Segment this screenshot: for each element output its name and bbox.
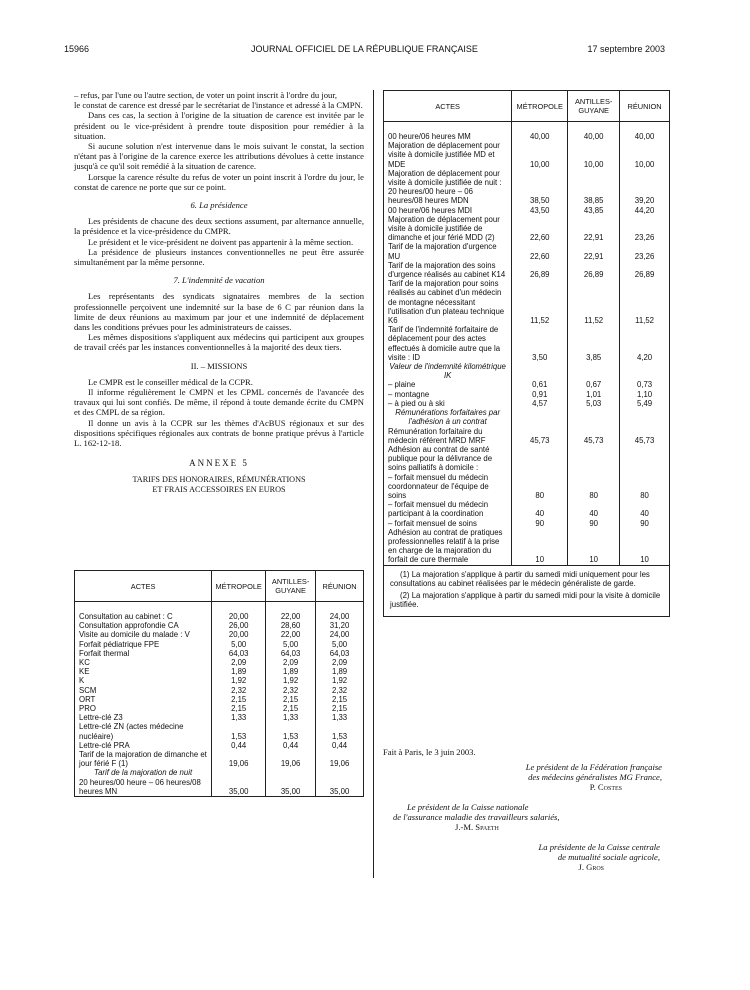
table-row <box>384 399 670 408</box>
annex-title: ANNEXE 5 <box>189 458 249 469</box>
column-divider <box>373 90 374 878</box>
cell-acte: Rémunérations forfaitaires par l'adhésion à un contrat <box>384 408 512 426</box>
table-row <box>384 242 670 260</box>
cell-metropole: 11,52 <box>512 279 568 325</box>
cell-metropole: 64,03 <box>212 649 266 658</box>
cell-metropole: 2,15 <box>212 695 266 704</box>
cell-acte: Tarif de la majoration d'urgence MU <box>384 242 512 260</box>
paragraph: Il informe régulièrement le CMPN et les CPML concernés de l'avancée des travaux qui lui sont confiés. De même, il répond à toute demande écrite du CMPN et des CMPL de sa région. <box>74 387 364 418</box>
cell-reunion: 0,44 <box>316 741 364 750</box>
left-column <box>74 90 364 500</box>
cell-antilles: 0,67 <box>568 380 620 389</box>
table-row <box>75 722 364 740</box>
col-header-reunion: RÉUNION <box>316 571 364 602</box>
cell-reunion: 19,06 <box>316 750 364 768</box>
cell-metropole: 1,53 <box>212 722 266 740</box>
cell-antilles: 2,32 <box>266 686 316 695</box>
table-row <box>75 667 364 676</box>
cell-reunion: 90 <box>620 519 670 528</box>
table-row <box>384 380 670 389</box>
cell-reunion <box>620 408 670 426</box>
cell-metropole: 0,61 <box>512 380 568 389</box>
paragraph: La présidence de plusieurs instances conventionnelles ne peut être assurée simultanément par la même personne. <box>74 246 364 268</box>
table-row <box>384 261 670 279</box>
cell-metropole: 40 <box>512 500 568 518</box>
cell-metropole: 10,00 <box>512 141 568 169</box>
cell-reunion: 1,10 <box>620 390 670 399</box>
cell-metropole: 1,89 <box>212 667 266 676</box>
cell-acte: Consultation approfondie CA <box>75 621 212 630</box>
cell-acte: – à pied ou à ski <box>384 399 512 408</box>
cell-reunion: 5,49 <box>620 399 670 408</box>
cell-antilles: 19,06 <box>266 750 316 768</box>
cell-reunion: 40,00 <box>620 122 670 142</box>
cell-metropole: 26,00 <box>212 621 266 630</box>
cell-antilles: 1,89 <box>266 667 316 676</box>
cell-antilles: 1,53 <box>266 722 316 740</box>
cell-antilles: 1,33 <box>266 713 316 722</box>
table-row <box>75 768 364 777</box>
cell-reunion: 24,00 <box>316 602 364 622</box>
journal-title: JOURNAL OFFICIEL DE LA RÉPUBLIQUE FRANÇAISE <box>251 44 478 54</box>
cell-metropole: 35,00 <box>212 778 266 797</box>
cell-acte: Tarif de l'indemnité forfaitaire de déplacement pour des actes effectués à domicile autre que la visite : ID <box>384 325 512 362</box>
cell-acte: Majoration de déplacement pour visite à domicile justifiée de dimanche et jour férié MDD (2) <box>384 215 512 243</box>
cell-metropole: 2,15 <box>212 704 266 713</box>
cell-antilles: 1,01 <box>568 390 620 399</box>
table-row <box>75 686 364 695</box>
cell-metropole <box>512 408 568 426</box>
cell-acte: Visite au domicile du malade : V <box>75 630 212 639</box>
cell-reunion: 1,92 <box>316 676 364 685</box>
cell-acte: Tarif de la majoration des soins d'urgence réalisés au cabinet K14 <box>384 261 512 279</box>
table-row <box>75 778 364 797</box>
cell-metropole: 40,00 <box>512 122 568 142</box>
table-row <box>75 630 364 639</box>
signature-block-1: Le président de la Fédération française des médecins généralistes MG France, P. Costes <box>525 762 662 792</box>
table-row <box>384 445 670 473</box>
cell-reunion: 11,52 <box>620 279 670 325</box>
paragraph: Les mêmes dispositions s'appliquent aux médecins qui participent aux groupes de travail créés par les instances conventionnelles à la majorité des deux tiers. <box>74 332 364 353</box>
cell-metropole: 2,32 <box>212 686 266 695</box>
col-header-antilles: ANTILLES-GUYANE <box>266 571 316 602</box>
tariff-table-right <box>383 90 670 566</box>
cell-reunion: 39,20 <box>620 187 670 205</box>
table-row <box>384 325 670 362</box>
cell-antilles: 40,00 <box>568 122 620 142</box>
cell-acte: Lettre-clé Z3 <box>75 713 212 722</box>
cell-acte: Adhésion au contrat de santé publique pour la délivrance de soins palliatifs à domicile : <box>384 445 512 473</box>
section-heading-indemnite: 7. L'indemnité de vacation <box>173 275 265 286</box>
cell-acte: Lettre-clé PRA <box>75 741 212 750</box>
cell-antilles: 5,00 <box>266 640 316 649</box>
section-heading-missions: II. – MISSIONS <box>190 360 248 371</box>
table-row <box>75 704 364 713</box>
cell-acte: Consultation au cabinet : C <box>75 602 212 622</box>
cell-acte: 20 heures/00 heure – 06 heures/08 heures MDN <box>384 187 512 205</box>
cell-acte: KC <box>75 658 212 667</box>
cell-reunion: 1,33 <box>316 713 364 722</box>
cell-acte: K <box>75 676 212 685</box>
footnote: (2) La majoration s'applique à partir du samedi midi pour la visite à domicile justifiée. <box>390 590 661 610</box>
cell-reunion: 23,26 <box>620 215 670 243</box>
cell-metropole: 38,50 <box>512 187 568 205</box>
cell-metropole: 2,09 <box>212 658 266 667</box>
cell-acte: Adhésion au contrat de pratiques professionnelles relatif à la prise en charge de la majoration du forfait de cure thermale <box>384 528 512 565</box>
cell-acte: Forfait thermal <box>75 649 212 658</box>
cell-metropole: 90 <box>512 519 568 528</box>
cell-antilles: 2,09 <box>266 658 316 667</box>
cell-antilles <box>568 169 620 187</box>
col-header-metropole: MÉTROPOLE <box>512 91 568 122</box>
cell-acte: Forfait pédiatrique FPE <box>75 640 212 649</box>
cell-reunion: 4,20 <box>620 325 670 362</box>
cell-reunion: 2,32 <box>316 686 364 695</box>
table-row <box>75 658 364 667</box>
cell-acte: Valeur de l'indemnité kilométrique IK <box>384 362 512 380</box>
table-row <box>384 122 670 142</box>
cell-reunion: 2,15 <box>316 704 364 713</box>
cell-metropole: 20,00 <box>212 630 266 639</box>
footnotes <box>383 566 670 617</box>
cell-reunion <box>620 362 670 380</box>
cell-metropole: 3,50 <box>512 325 568 362</box>
cell-acte: Tarif de la majoration pour soins réalisés au cabinet d'un médecin de montagne nécessitant l'utilisation d'un plateau technique K6 <box>384 279 512 325</box>
page-header <box>64 44 665 58</box>
cell-acte: Tarif de la majoration de nuit <box>75 768 212 777</box>
cell-metropole: 10 <box>512 528 568 565</box>
cell-reunion: 0,73 <box>620 380 670 389</box>
cell-acte: – montagne <box>384 390 512 399</box>
cell-antilles: 90 <box>568 519 620 528</box>
cell-reunion: 23,26 <box>620 242 670 260</box>
footnote: (1) La majoration s'applique à partir du samedi midi uniquement pour les consultations au cabinet réalisées par le médecin généraliste de garde. <box>390 570 650 589</box>
cell-antilles <box>568 362 620 380</box>
cell-metropole: 1,33 <box>212 713 266 722</box>
cell-metropole: 45,73 <box>512 427 568 445</box>
table-row <box>384 500 670 518</box>
cell-acte: – forfait mensuel de soins <box>384 519 512 528</box>
paragraph: Il donne un avis à la CCPR sur les thèmes d'AcBUS régionaux et sur des dispositions spécifiques régionales aux contrats de bonne pratique prévus à l'article L. 162-12-18. <box>74 417 364 449</box>
cell-antilles: 38,85 <box>568 187 620 205</box>
cell-metropole <box>512 445 568 473</box>
cell-antilles <box>266 768 316 777</box>
col-header-metropole: MÉTROPOLE <box>212 571 266 602</box>
cell-antilles: 80 <box>568 473 620 501</box>
cell-metropole: 22,60 <box>512 242 568 260</box>
cell-metropole: 80 <box>512 473 568 501</box>
cell-reunion: 40 <box>620 500 670 518</box>
table-row <box>384 141 670 169</box>
paragraph: – refus, par l'une ou l'autre section, de voter un point inscrit à l'ordre du jour, <box>74 90 337 100</box>
cell-antilles: 22,00 <box>266 602 316 622</box>
cell-antilles <box>568 445 620 473</box>
col-header-actes: ACTES <box>75 571 212 602</box>
cell-metropole: 26,89 <box>512 261 568 279</box>
cell-reunion <box>620 445 670 473</box>
table-row <box>75 602 364 622</box>
cell-acte: Tarif de la majoration de dimanche et jour férié F (1) <box>75 750 212 768</box>
paragraph: Lorsque la carence résulte du refus de voter un point inscrit à l'ordre du jour, le constat de carence ne porte que sur ce point. <box>74 171 364 192</box>
signature-place: Fait à Paris, le 3 juin 2003. <box>383 747 476 757</box>
table-row <box>75 695 364 704</box>
paragraph: Le président et le vice-président ne doivent pas appartenir à la même section. <box>88 236 354 247</box>
cell-reunion: 10,00 <box>620 141 670 169</box>
cell-metropole <box>512 169 568 187</box>
table-row <box>384 206 670 215</box>
cell-reunion <box>620 169 670 187</box>
cell-acte: Rémunération forfaitaire du médecin référent MRD MRF <box>384 427 512 445</box>
cell-antilles: 5,03 <box>568 399 620 408</box>
cell-metropole: 20,00 <box>212 602 266 622</box>
cell-reunion: 45,73 <box>620 427 670 445</box>
table-row <box>384 519 670 528</box>
cell-antilles: 35,00 <box>266 778 316 797</box>
cell-acte: 20 heures/00 heure – 06 heures/08 heures MN <box>75 778 212 797</box>
col-header-antilles: ANTILLES-GUYANE <box>568 91 620 122</box>
paragraph: Les présidents de chacune des deux sections assument, par alternance annuelle, la présidence et la vice-présidence du CMPR. <box>74 216 364 237</box>
cell-acte: Lettre-clé ZN (actes médecine nucléaire) <box>75 722 212 740</box>
cell-acte: Majoration de déplacement pour visite à domicile justifiée de nuit : <box>384 169 512 187</box>
cell-antilles: 40 <box>568 500 620 518</box>
cell-antilles: 3,85 <box>568 325 620 362</box>
table-row <box>75 741 364 750</box>
cell-antilles: 45,73 <box>568 427 620 445</box>
cell-acte: – forfait mensuel du médecin coordonnateur de l'équipe de soins <box>384 473 512 501</box>
publication-date: 17 septembre 2003 <box>587 44 665 54</box>
table-row <box>384 528 670 565</box>
cell-metropole <box>212 768 266 777</box>
table-row <box>384 169 670 187</box>
table-row <box>384 279 670 325</box>
cell-reunion: 1,53 <box>316 722 364 740</box>
cell-acte: PRO <box>75 704 212 713</box>
cell-antilles: 22,00 <box>266 630 316 639</box>
paragraph: Si aucune solution n'est intervenue dans le mois suivant le constat, la section n'étant pas à l'origine de la carence exerce les attributions dévolues à cette instance jusqu'à ce qu'il soit remédié à la situation de carence. <box>74 141 364 172</box>
paragraph: le constat de carence est dressé par le secrétariat de l'instance et adressé à la CMPN. <box>74 100 363 111</box>
cell-antilles: 10 <box>568 528 620 565</box>
cell-metropole: 22,60 <box>512 215 568 243</box>
cell-acte: ORT <box>75 695 212 704</box>
cell-reunion: 24,00 <box>316 630 364 639</box>
cell-reunion: 1,89 <box>316 667 364 676</box>
paragraph: Le CMPR est le conseiller médical de la CCPR. <box>88 376 253 387</box>
cell-antilles: 1,92 <box>266 676 316 685</box>
cell-reunion: 64,03 <box>316 649 364 658</box>
table-row <box>75 750 364 768</box>
cell-reunion: 31,20 <box>316 621 364 630</box>
table-row <box>75 640 364 649</box>
col-header-actes: ACTES <box>384 91 512 122</box>
cell-metropole: 5,00 <box>212 640 266 649</box>
cell-reunion: 10 <box>620 528 670 565</box>
table-row <box>384 187 670 205</box>
cell-metropole: 0,91 <box>512 390 568 399</box>
cell-acte: – forfait mensuel du médecin participant à la coordination <box>384 500 512 518</box>
cell-metropole: 43,50 <box>512 206 568 215</box>
signature-block-3: La présidente de la Caisse centrale de mutualité sociale agricole, J. Gros <box>538 842 660 872</box>
cell-reunion: 44,20 <box>620 206 670 215</box>
cell-antilles: 2,15 <box>266 704 316 713</box>
table-row <box>384 215 670 243</box>
cell-acte: SCM <box>75 686 212 695</box>
cell-antilles: 2,15 <box>266 695 316 704</box>
table-row <box>75 621 364 630</box>
table-row <box>384 408 670 426</box>
cell-reunion: 2,15 <box>316 695 364 704</box>
cell-antilles <box>568 408 620 426</box>
signature-block-2: Le président de la Caisse nationale de l'assurance maladie des travailleurs salariés, J.-M. Spaeth <box>393 802 560 832</box>
cell-antilles: 11,52 <box>568 279 620 325</box>
cell-acte: Majoration de déplacement pour visite à domicile justifiée MD et MDE <box>384 141 512 169</box>
cell-reunion: 5,00 <box>316 640 364 649</box>
table-row <box>75 676 364 685</box>
cell-reunion: 26,89 <box>620 261 670 279</box>
table-row <box>75 713 364 722</box>
cell-reunion <box>316 768 364 777</box>
table-row <box>384 362 670 380</box>
cell-acte: 00 heure/06 heures MDI <box>384 206 512 215</box>
cell-metropole: 1,92 <box>212 676 266 685</box>
cell-antilles: 43,85 <box>568 206 620 215</box>
page-number: 15966 <box>64 44 90 54</box>
cell-antilles: 26,89 <box>568 261 620 279</box>
cell-metropole: 19,06 <box>212 750 266 768</box>
table-row <box>384 473 670 501</box>
table-row <box>384 390 670 399</box>
cell-reunion: 2,09 <box>316 658 364 667</box>
cell-reunion: 35,00 <box>316 778 364 797</box>
cell-metropole: 0,44 <box>212 741 266 750</box>
section-heading-presidence: 6. La présidence <box>190 200 248 211</box>
col-header-reunion: RÉUNION <box>620 91 670 122</box>
table-row <box>75 649 364 658</box>
paragraph: Dans ces cas, la section à l'origine de la situation de carence est invitée par le président ou le vice-président à prendre toute disposition pour remédier à la situation. <box>74 110 364 141</box>
cell-antilles: 22,91 <box>568 215 620 243</box>
table-row <box>384 427 670 445</box>
cell-antilles: 28,60 <box>266 621 316 630</box>
cell-metropole: 4,57 <box>512 399 568 408</box>
cell-acte: KE <box>75 667 212 676</box>
cell-acte: 00 heure/06 heures MM <box>384 122 512 142</box>
cell-antilles: 22,91 <box>568 242 620 260</box>
cell-reunion: 80 <box>620 473 670 501</box>
cell-metropole <box>512 362 568 380</box>
cell-antilles: 64,03 <box>266 649 316 658</box>
cell-antilles: 10,00 <box>568 141 620 169</box>
paragraph: Les représentants des syndicats signataires membres de la section professionnelle perçoivent une indemnité sur la base de 6 C par réunion dans la limite de deux réunions au maximum par jour et une indemnité de déplacement dans les conditions prévues pour les administrateurs de caisses. <box>74 291 364 333</box>
annex-subtitle: TARIFS DES HONORAIRES, RÉMUNÉRATIONS ET FRAIS ACCESSOIRES EN EUROS <box>132 474 306 494</box>
tariff-table-left <box>74 570 364 797</box>
cell-antilles: 0,44 <box>266 741 316 750</box>
cell-acte: – plaine <box>384 380 512 389</box>
